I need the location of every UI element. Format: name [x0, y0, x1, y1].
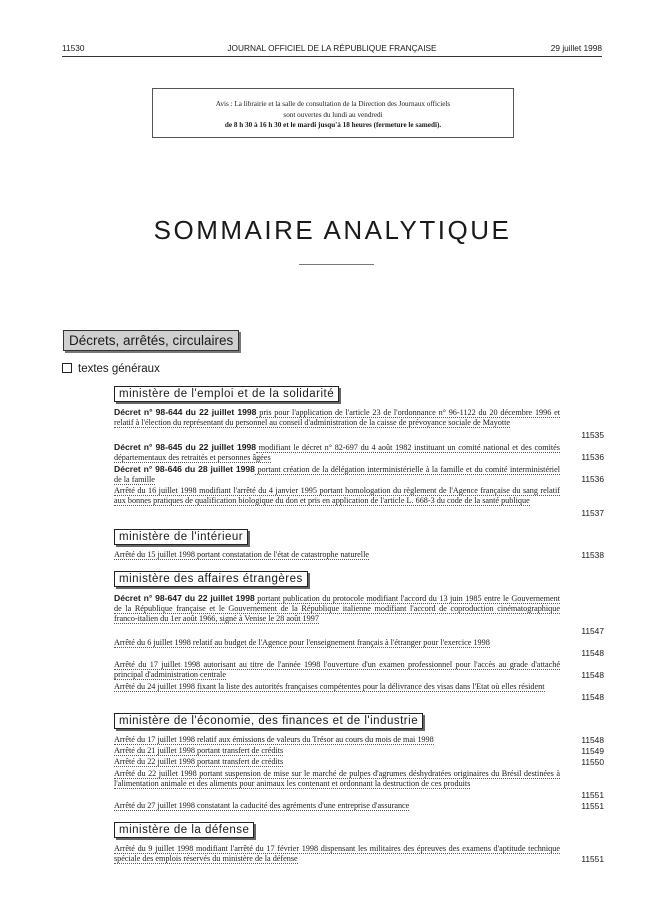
page-ref: 11550 [581, 757, 604, 767]
header-rule [62, 56, 602, 57]
journal-title: JOURNAL OFFICIEL DE LA RÉPUBLIQUE FRANÇAISE [227, 43, 437, 53]
entry: Décret n° 98-646 du 28 juillet 1998 portant création de la délégation interministérielle à la famille et du comité interministériel de la famille [114, 464, 560, 485]
entry: Arrêté du 9 juillet 1998 modifiant l'arrêté du 17 février 1998 dispensant les militaires des épreuves des examens d'aptitude technique spéciale des emplois réservés du ministère de la défense [114, 844, 560, 864]
title-rule [299, 264, 374, 265]
issue-date: 29 juillet 1998 [550, 43, 602, 53]
page-ref: 11548 [581, 692, 604, 702]
subsection-label: textes généraux [78, 363, 160, 375]
ministry-heading-interieur: ministère de l'intérieur [114, 529, 248, 545]
entry: Décret n° 98-645 du 22 juillet 1998 modifiant le décret n° 82-697 du 4 août 1982 instituant un comité national et des comités départementaux des retraités et personnes âgées [114, 442, 560, 463]
page-ref: 11551 [581, 854, 604, 864]
entry: Arrêté du 21 juillet 1998 portant transfert de crédits [114, 746, 284, 755]
page-ref: 11548 [581, 648, 604, 658]
page-ref: 11536 [581, 474, 604, 484]
entry: Arrêté du 24 juillet 1998 fixant la liste des autorités françaises compétentes pour la délivrance des visas dans l'Etat où elles résident [114, 682, 545, 691]
page-ref: 11549 [581, 746, 604, 756]
page-ref: 11538 [581, 550, 604, 560]
entry: Arrêté du 27 juillet 1998 constatant la caducité des agréments d'une entreprise d'assurance [114, 801, 410, 810]
page-ref: 11537 [581, 508, 604, 518]
page-ref: 11551 [581, 790, 604, 800]
section-heading: Décrets, arrêtés, circulaires [63, 330, 239, 351]
page-ref: 11547 [581, 626, 604, 636]
entry: Arrêté du 22 juillet 1998 portant suspension de mise sur le marché de pulpes d'agrumes déshydratées originaires du Brésil destinées à l'alimentation animale et des aliments pour animaux les contenant et ordonnant la destruction de ces produits [114, 769, 560, 789]
ministry-heading-defense: ministère de la défense [114, 822, 254, 838]
entry: Arrêté du 22 juillet 1998 portant transfert de crédits [114, 757, 284, 766]
entry: Décret n° 98-647 du 22 juillet 1998 portant publication du protocole modifiant l'accord du 13 juin 1985 entre le Gouvernement de la République française et le Gouvernement de la République italienne modifiant l'accord de coproduction cinématographique franco-italien du 1er août 1966, signé à Venise le 28 août 1997 [114, 593, 560, 624]
page-ref: 11536 [581, 452, 604, 462]
notice-line-1: Avis : La librairie et la salle de consultation de la Direction des Journaux officiels [215, 100, 451, 108]
opening-hours-notice [152, 88, 514, 138]
ministry-heading-affaires-etrangeres: ministère des affaires étrangères [114, 571, 308, 587]
entry: Arrêté du 15 juillet 1998 portant constatation de l'état de catastrophe naturelle [114, 550, 369, 559]
subsection-heading [62, 363, 160, 375]
entry: Décret n° 98-644 du 22 juillet 1998 pris pour l'application de l'article 23 de l'ordonnance n° 96-1122 du 20 décembre 1996 et relatif à l'élection du représentant du personnel au conseil d'administration de la caisse de prévoyance sociale de Mayotte [114, 407, 560, 428]
page-ref: 11551 [581, 801, 604, 811]
entry: Arrêté du 16 juillet 1998 modifiant l'arrêté du 4 janvier 1995 portant homologation du règlement de l'Agence française du sang relatif aux bonnes pratiques de qualification biologique du don et pris en application de l'article L. 668-3 du code de la santé publique [114, 486, 560, 506]
checkbox-square-icon [62, 363, 72, 373]
notice-line-3: de 8 h 30 à 16 h 30 et le mardi jusqu'à 18 heures (fermeture le samedi). [224, 121, 442, 129]
entry: Arrêté du 6 juillet 1998 relatif au budget de l'Agence pour l'enseignement français à l'étranger pour l'exercice 1998 [114, 638, 490, 647]
page-number: 11530 [62, 43, 85, 53]
entry: Arrêté du 17 juillet 1998 autorisant au titre de l'année 1998 l'ouverture d'un examen professionnel pour l'accès au grade d'attaché principal d'administration centrale [114, 660, 560, 680]
page-title: SOMMAIRE ANALYTIQUE [153, 215, 512, 245]
entry: Arrêté du 17 juillet 1998 relatif aux émissions de valeurs du Trésor au cours du mois de mai 1998 [114, 735, 434, 744]
page-ref: 11535 [581, 430, 604, 440]
ministry-heading-economie: ministère de l'économie, des finances et de l'industrie [114, 713, 423, 729]
notice-line-2: sont ouvertes du lundi au vendredi [283, 110, 383, 119]
ministry-heading-emploi: ministère de l'emploi et de la solidarité [114, 386, 339, 402]
page-ref: 11548 [581, 670, 604, 680]
page-ref: 11548 [581, 735, 604, 745]
